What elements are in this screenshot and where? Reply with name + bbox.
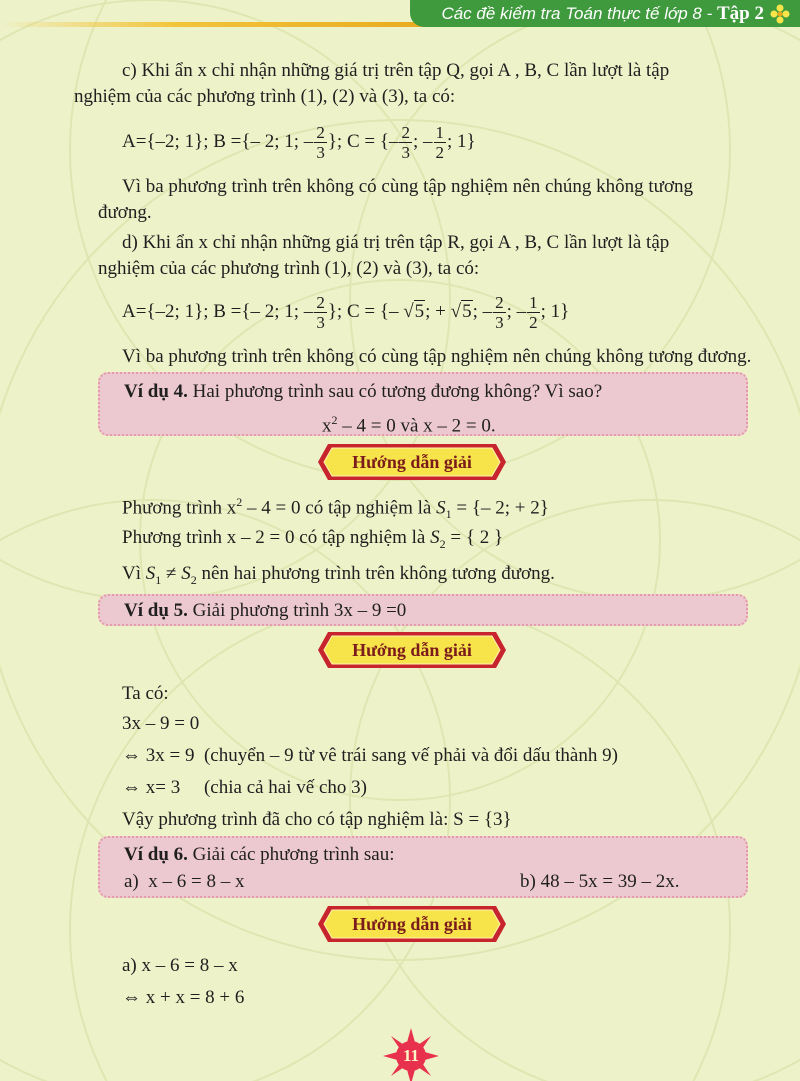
solution-5-line1: Ta có: xyxy=(122,683,169,704)
fraction: $\frac{2}{3}$ xyxy=(401,123,410,162)
part-c-intro xyxy=(74,58,748,110)
example-6-box xyxy=(98,836,748,898)
header-title xyxy=(441,3,764,25)
part-c-set-c: }; C = {– xyxy=(327,130,399,152)
sqrt-symbol: √ xyxy=(450,300,462,322)
example-4-box xyxy=(98,372,748,436)
guide-label: Hướng dẫn giải xyxy=(352,913,472,934)
example-4-equation: $x^2 - 4 = 0$ và x – 2 = 0. xyxy=(322,413,496,437)
fraction: $\frac{1}{2}$ xyxy=(435,123,444,162)
solution-5-line2: 3x – 9 = 0 xyxy=(122,713,200,734)
solution-5-line3: ⇔ 3x = 9 (chuyển – 9 từ vê trái sang vế phải và đổi dấu thành 9) xyxy=(122,745,618,766)
solution-5-line5: Vậy phương trình đã cho có tập nghiệm là: S = {3} xyxy=(122,809,512,830)
fraction: $\frac{1}{2}$ xyxy=(529,293,538,332)
example-5-question: Ví dụ 5. Giải phương trình 3x – 9 =0 xyxy=(124,600,407,621)
header-title-text: Các đề kiểm tra Toán thực tế lớp 8 - xyxy=(441,4,717,23)
part-c-intro-line2: nghiệm của các phương trình (1), (2) và (3), ta có: xyxy=(74,86,456,107)
guide-badge xyxy=(318,444,506,480)
part-c-conclusion: Vì ba phương trình trên không có cùng tập nghiệm nên chúng không tương đương. xyxy=(98,176,694,223)
solution-5-line4: ⇔ x= 3 (chia cả hai vế cho 3) xyxy=(122,777,367,798)
header-volume: Tập 2 xyxy=(717,3,764,24)
fraction: $\frac{2}{3}$ xyxy=(495,293,504,332)
page-number: 11 xyxy=(402,1046,420,1065)
solution-6-line2: ⇔ x + x = 8 + 6 xyxy=(122,987,245,1008)
guide-label: Hướng dẫn giải xyxy=(352,451,472,472)
sqrt-symbol: √ xyxy=(403,300,414,322)
part-d-conclusion: Vì ba phương trình trên không có cùng tập nghiệm nên chúng không tương đương. xyxy=(122,346,752,367)
part-c-set-a: A={–2; 1}; B ={– 2; 1; – xyxy=(122,130,314,152)
guide-badge xyxy=(318,906,506,942)
fraction: $\frac{2}{3}$ xyxy=(316,123,325,162)
solution-4-line3: Vì $S_1 \ne S_2$ nên hai phương trình trên không tương đương. xyxy=(122,563,555,587)
guide-label: Hướng dẫn giải xyxy=(352,639,472,660)
page-header xyxy=(0,0,800,30)
part-d-intro: d) Khi ẩn x chỉ nhận những giá trị trên tập R, gọi A , B, C lần lượt là tập nghiệm của các phương trình (1), (2) và (3), ta có: xyxy=(98,232,670,279)
solution-4-line2: Phương trình x – 2 = 0 có tập nghiệm là $S_2$ = { 2 } xyxy=(122,527,504,551)
solution-4-line1: Phương trình $x^2 - 4 = 0$ có tập nghiệm là $S_1$ = {– 2; + 2} xyxy=(122,495,549,522)
page-number-badge xyxy=(383,1028,439,1081)
part-d-sets: A={–2; 1}; B ={– 2; 1; – $\frac{2}{3}$ }; C = {– √5; + √5; – $\frac{2}{3}$ ; – $\frac{1}{2}$ ; 1} xyxy=(122,293,570,332)
solution-6-line1: a) x – 6 = 8 – x xyxy=(122,955,238,976)
fraction: $\frac{2}{3}$ xyxy=(316,293,325,332)
header-stripe xyxy=(0,22,440,27)
example-6-part-b: b) 48 – 5x = 39 – 2x. xyxy=(520,871,680,892)
guide-badge xyxy=(318,632,506,668)
flower-icon xyxy=(770,4,790,24)
part-c-intro-line1: c) Khi ẩn x chỉ nhận những giá trị trên tập Q, gọi A , B, C lần lượt là tập xyxy=(122,60,670,81)
example-4-question: Ví dụ 4. Hai phương trình sau có tương đương không? Vì sao? xyxy=(124,381,603,402)
example-6-part-a: a) x – 6 = 8 – x xyxy=(124,871,245,892)
part-c-sets: A={–2; 1}; B ={– 2; 1; – $\frac{2}{3}$ }; C = {– $\frac{2}{3}$ ; – $\frac{1}{2}$ ; 1} xyxy=(122,123,476,162)
example-6-question: Ví dụ 6. Giải các phương trình sau: xyxy=(124,844,395,865)
example-5-box xyxy=(98,594,748,626)
